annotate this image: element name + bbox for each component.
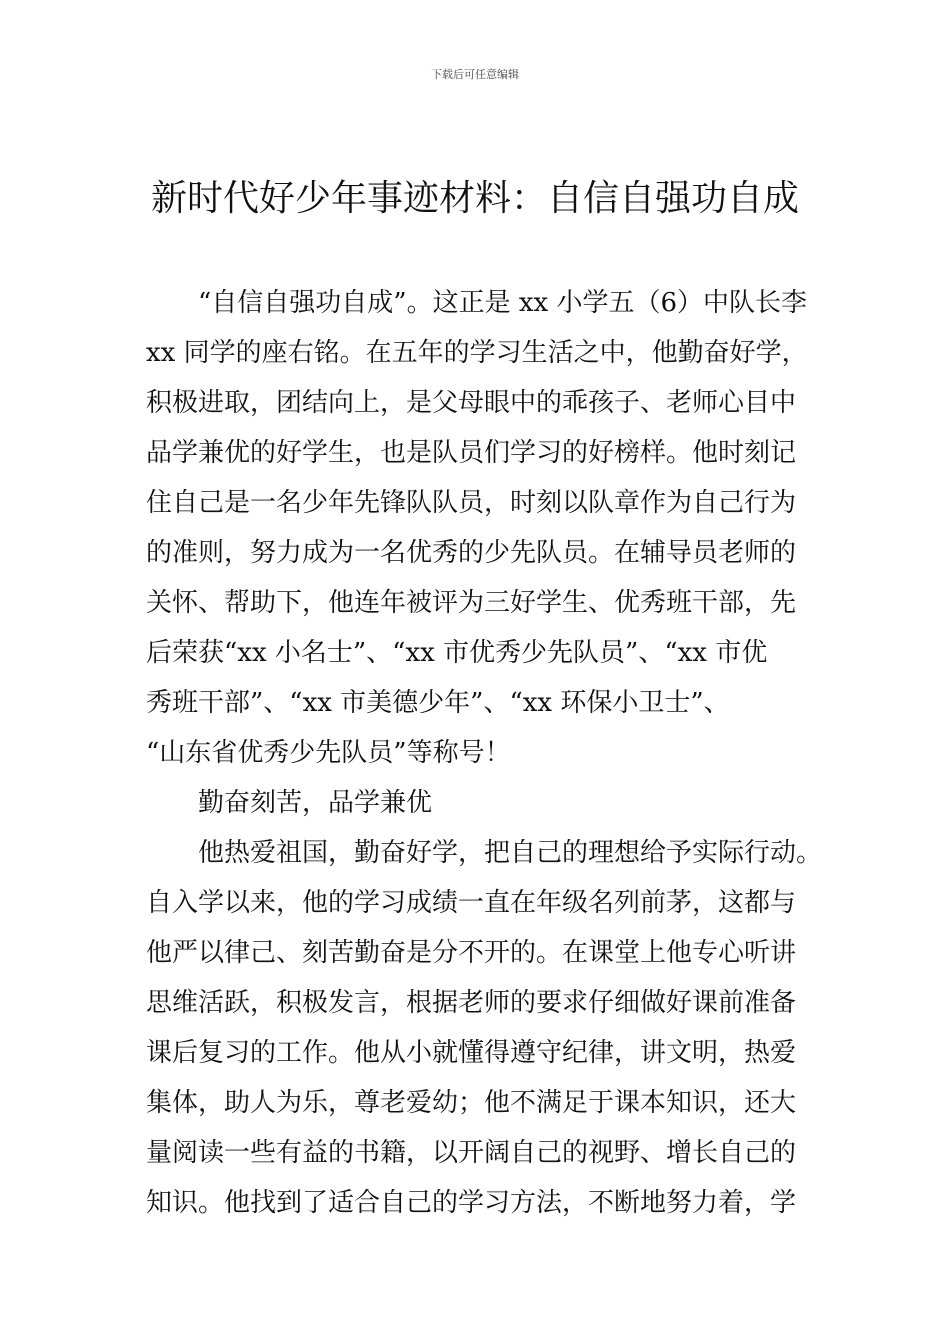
- text-line: 集体，助人为乐，尊老爱幼；他不满足于课本知识，还大: [146, 1088, 797, 1118]
- text-line: 积极进取，团结向上，是父母眼中的乖孩子、老师心目中: [146, 388, 797, 418]
- text-line: 知识。他找到了适合自己的学习方法，不断地努力着，学: [146, 1188, 797, 1218]
- text-line: 他严以律己、刻苦勤奋是分不开的。在课堂上他专心听讲: [146, 938, 797, 968]
- text-line: 关怀、帮助下，他连年被评为三好学生、优秀班干部，先: [146, 588, 797, 618]
- text-line: 思维活跃，积极发言，根据老师的要求仔细做好课前准备: [146, 988, 797, 1018]
- text-line: 量阅读一些有益的书籍，以开阔自己的视野、增长自己的: [146, 1138, 797, 1168]
- header-note: 下载后可任意编辑: [431, 68, 519, 81]
- text-line: 自入学以来，他的学习成绩一直在年级名列前茅，这都与: [146, 888, 797, 918]
- text-line: 他热爱祖国，勤奋好学，把自己的理想给予实际行动。: [198, 838, 823, 868]
- text-line: xx 同学的座右铭。在五年的学习生活之中，他勤奋好学，: [146, 338, 808, 368]
- document-title: 新时代好少年事迹材料：自信自强功自成: [150, 178, 799, 219]
- text-line: 的准则，努力成为一名优秀的少先队员。在辅导员老师的: [146, 538, 797, 568]
- text-line: 后荣获“xx 小名士”、“xx 市优秀少先队员”、“xx 市优: [146, 638, 768, 668]
- document-body: [146, 278, 822, 1228]
- text-line: 住自己是一名少年先锋队队员，时刻以队章作为自己行为: [146, 488, 797, 518]
- text-line: 品学兼优的好学生，也是队员们学习的好榜样。他时刻记: [146, 438, 797, 468]
- text-line: 课后复习的工作。他从小就懂得遵守纪律，讲文明，热爱: [146, 1038, 797, 1068]
- text-line: 秀班干部”、“xx 市美德少年”、“xx 环保小卫士”、: [146, 688, 730, 718]
- text-line: “山东省优秀少先队员”等称号！: [146, 738, 511, 768]
- text-line: 勤奋刻苦，品学兼优: [198, 788, 433, 818]
- text-line: “自信自强功自成”。这正是 xx 小学五（6）中队长李: [198, 288, 807, 318]
